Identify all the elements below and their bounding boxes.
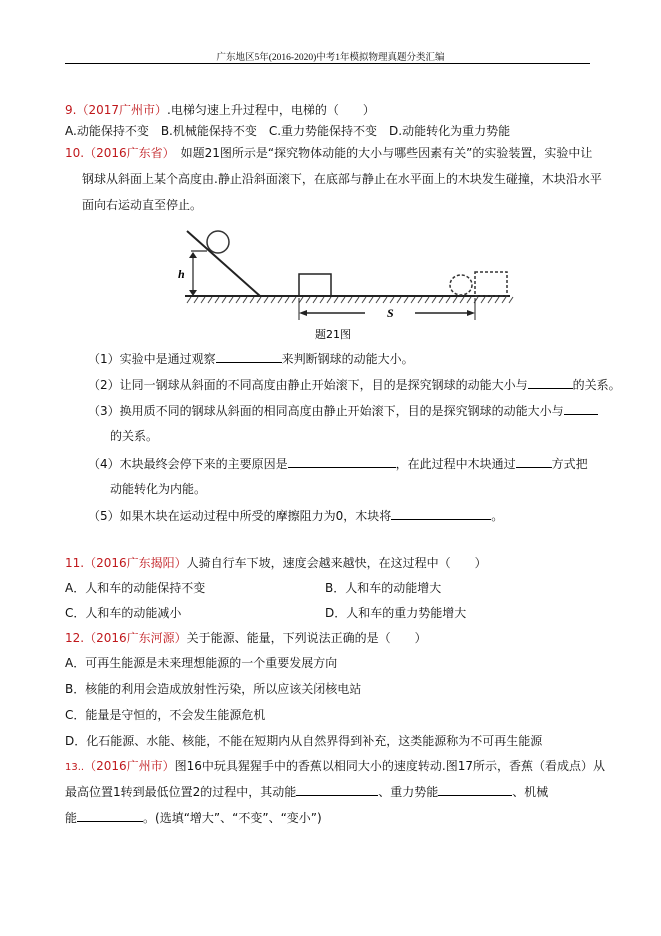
sub-question-4-cont: 动能转化为内能。 — [110, 482, 207, 496]
ground-hatch — [369, 297, 373, 303]
question-stem: 如题21图所示是“探究物体动能的大小与哪些因素有关”的实验装置，实验中让 — [168, 146, 593, 160]
ground-hatch — [215, 297, 219, 303]
question-number: 9. — [65, 103, 77, 117]
question-10-stem-2: 钢球从斜面上某个高度由.静止沿斜面滚下，在底部与静止在水平面上的木块发生碰撞，木块沿水平 — [82, 172, 602, 186]
answer-blank[interactable] — [288, 455, 396, 468]
option-c: C．人和车的动能减小 — [65, 606, 182, 620]
ground-hatch — [278, 297, 282, 303]
option-d: D．人和车的重力势能增大 — [325, 606, 467, 620]
incline — [187, 231, 260, 296]
ground-hatch — [488, 297, 492, 303]
ground-hatch — [327, 297, 331, 303]
sub-question-2: （2）让同一钢球从斜面的不同高度由静止开始滚下，目的是探究钢球的动能大小与 的关系。 — [88, 378, 621, 392]
question-stem: .电梯匀速上升过程中，电梯的（ ） — [167, 103, 375, 117]
answer-blank[interactable] — [391, 507, 491, 520]
header-rule — [65, 63, 590, 64]
option-b: B．核能的利用会造成放射性污染，所以应该关闭核电站 — [65, 682, 362, 696]
option-c: C．能量是守恒的，不会发生能源危机 — [65, 708, 266, 722]
ground-hatch — [285, 297, 289, 303]
ground-hatch — [383, 297, 387, 303]
question-source: （2017广州市） — [76, 103, 167, 117]
ground-hatch — [355, 297, 359, 303]
answer-blank[interactable] — [296, 783, 378, 796]
ground-hatch — [194, 297, 198, 303]
question-13-line-3: 能 。(选填“增大”、“不变”、“变小”) — [65, 811, 322, 825]
ground-hatch — [404, 297, 408, 303]
question-source: （2016广东省） — [84, 146, 169, 160]
ground-hatch — [236, 297, 240, 303]
ground-hatch — [495, 297, 499, 303]
ground-hatch — [362, 297, 366, 303]
page-header: 广东地区5年(2016-2020)中考1年模拟物理真题分类汇编 — [216, 53, 445, 63]
ground-hatch — [187, 297, 191, 303]
answer-blank[interactable] — [516, 455, 552, 468]
ground-hatch — [425, 297, 429, 303]
ground-hatch — [348, 297, 352, 303]
sub-question-5: （5）如果木块在运动过程中所受的摩擦阻力为0，木块将 。 — [88, 509, 504, 523]
sub-question-3: （3）换用质不同的钢球从斜面的相同高度由静止开始滚下，目的是探究钢球的动能大小与 — [88, 402, 598, 419]
ground-hatch — [243, 297, 247, 303]
ground-hatch — [201, 297, 205, 303]
answer-blank[interactable] — [216, 350, 282, 363]
answer-blank[interactable] — [438, 783, 512, 796]
question-13-line-2: 最高位置1转到最低位置2的过程中，其动能 、重力势能 、机械 — [65, 785, 549, 799]
ground-hatch — [446, 297, 450, 303]
question-source: （2016广东揭阳） — [84, 556, 187, 570]
option-a: A．可再生能源是未来理想能源的一个重要发展方向 — [65, 656, 338, 670]
answer-blank[interactable] — [528, 376, 573, 389]
answer-blank[interactable] — [564, 402, 598, 415]
experiment-figure — [165, 226, 515, 344]
option-d: D．化石能源、水能、核能，不能在短期内从自然界得到补充，这类能源称为不可再生能源 — [65, 734, 543, 748]
question-number: 10. — [65, 146, 85, 160]
question-13: 13..（2016广州市）图16中玩具猩猩手中的香蕉以相同大小的速度转动.图17所示，香蕉（看成点）从 — [65, 759, 605, 773]
h-label: h — [178, 267, 185, 281]
block-final — [475, 272, 507, 296]
option-a: A．人和车的动能保持不变 — [65, 581, 206, 595]
ground-hatch — [257, 297, 261, 303]
question-10 — [65, 145, 592, 161]
ground-hatch — [502, 297, 506, 303]
ground-hatch — [481, 297, 485, 303]
question-10-stem-3: 面向右运动直至停止。 — [82, 198, 203, 212]
s-label: S — [387, 306, 394, 320]
wood-block — [299, 274, 331, 296]
option-b: B．人和车的动能增大 — [325, 581, 442, 595]
ground-hatch — [341, 297, 345, 303]
ground-hatch — [460, 297, 464, 303]
ball-final — [450, 275, 472, 295]
ground-hatch — [390, 297, 394, 303]
question-source: （2016广东河源） — [84, 631, 187, 645]
ground-hatch — [418, 297, 422, 303]
ground-hatch — [208, 297, 212, 303]
ground-hatch — [453, 297, 457, 303]
question-12: 12.（2016广东河源）关于能源、能量，下列说法正确的是（ ） — [65, 631, 427, 645]
ground-hatch — [509, 297, 513, 303]
sub-question-4: （4）木块最终会停下来的主要原因是 ，在此过程中木块通过 方式把 — [88, 457, 588, 471]
ground-hatch — [313, 297, 317, 303]
ground-hatch — [222, 297, 226, 303]
ground-hatch — [376, 297, 380, 303]
question-source: （2016广州市） — [84, 759, 175, 773]
ground-hatch — [271, 297, 275, 303]
ground-hatch — [432, 297, 436, 303]
ground-hatch — [229, 297, 233, 303]
answer-blank[interactable] — [77, 809, 143, 822]
ground-hatch — [299, 297, 303, 303]
ground-hatch — [250, 297, 254, 303]
ground-hatch — [264, 297, 268, 303]
ground-hatch — [467, 297, 471, 303]
sub-question-1: （1）实验中是通过观察 来判断钢球的动能大小。 — [88, 352, 414, 366]
question-9-options: A.动能保持不变 B.机械能保持不变 C.重力势能保持不变 D.动能转化为重力势能 — [65, 124, 511, 138]
question-11: 11.（2016广东揭阳）人骑自行车下坡，速度会越来越快，在这过程中（ ） — [65, 556, 487, 570]
ground-hatch — [306, 297, 310, 303]
steel-ball — [207, 231, 229, 253]
ground-hatch — [397, 297, 401, 303]
ground-hatch — [320, 297, 324, 303]
ground-hatch — [411, 297, 415, 303]
ground-hatch — [439, 297, 443, 303]
figure-caption: 题21图 — [315, 328, 351, 341]
ground-hatch — [292, 297, 296, 303]
ground-hatch — [334, 297, 338, 303]
sub-question-3-cont: 的关系。 — [110, 429, 159, 443]
question-9 — [65, 102, 375, 118]
